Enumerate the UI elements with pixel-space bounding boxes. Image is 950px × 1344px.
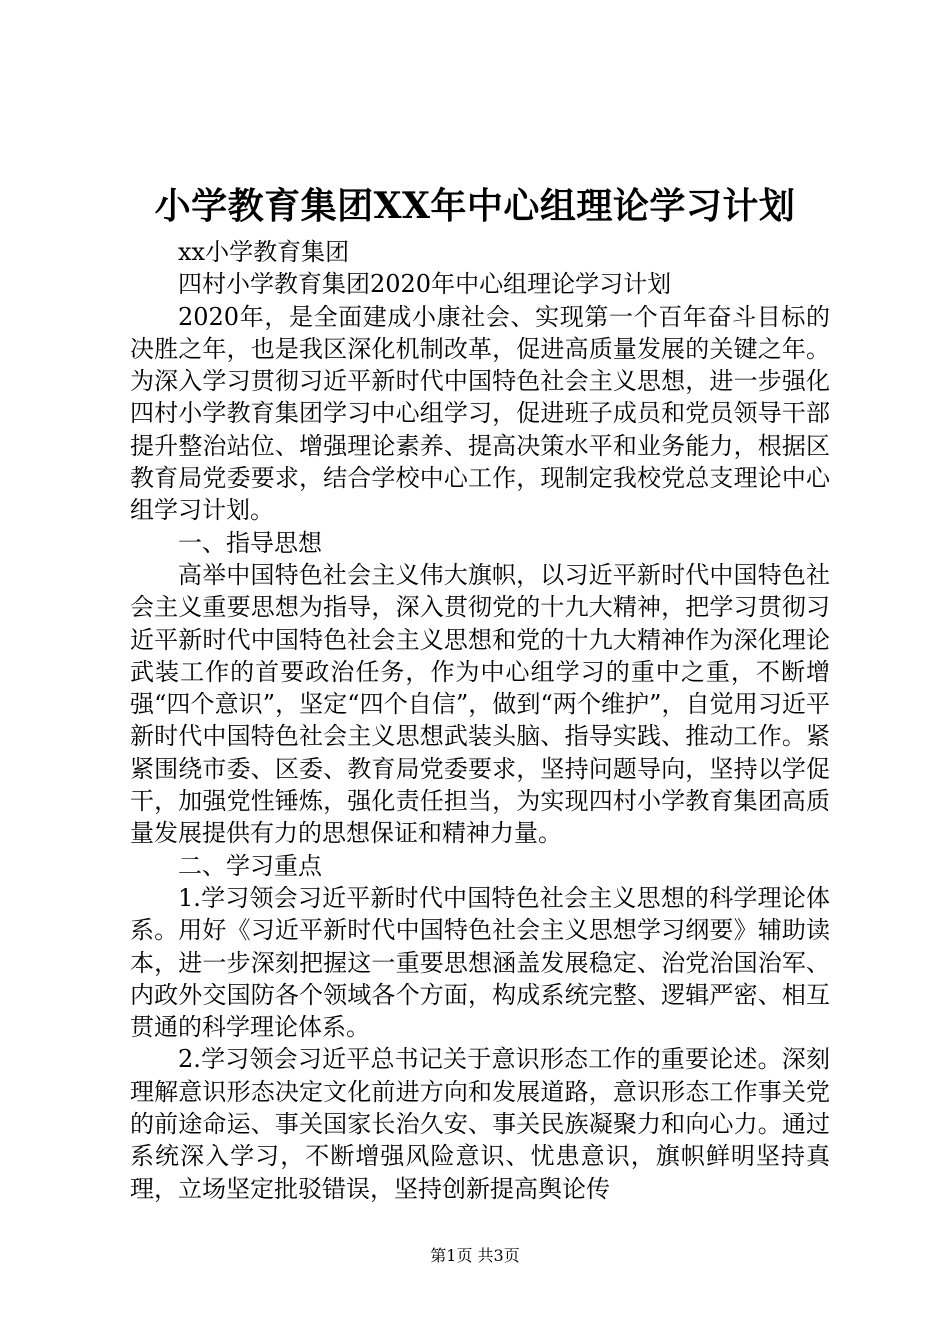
org-name-line: xx小学教育集团 [178, 238, 350, 266]
study-focus-item-1: 1.学习领会习近平新时代中国特色社会主义思想的科学理论体系。用好《习近平新时代中国特色社会主义思想学习纲要》辅助读本，进一步深刻把握这一重要思想涵盖发展稳定、治党治国治军、内政外交国防各个领域各个方面，构成系统完整、逻辑严密、相互贯通的科学理论体系。 [130, 883, 830, 1042]
document-title: 小学教育集团XX年中心组理论学习计划 [154, 185, 796, 227]
section-heading-1: 一、指导思想 [178, 528, 322, 557]
page-footer: 第1页 共3页 [430, 1246, 520, 1265]
section-heading-2: 二、学习重点 [178, 851, 322, 880]
document-body [130, 236, 830, 1205]
guiding-ideology-paragraph: 高举中国特色社会主义伟大旗帜，以习近平新时代中国特色社会主义重要思想为指导，深入贯彻党的十九大精神，把学习贯彻习近平新时代中国特色社会主义思想和党的十九大精神作为深化理论武装工作的首要政治任务，作为中心组学习的重中之重，不断增强“四个意识”，坚定“四个自信”，做到“两个维护”，自觉用习近平新时代中国特色社会主义思想武装头脑、指导实践、推动工作。紧紧围绕市委、区委、教育局党委要求，坚持问题导向，坚持以学促干，加强党性锤炼，强化责任担当，为实现四村小学教育集团高质量发展提供有力的思想保证和精神力量。 [130, 560, 830, 848]
study-focus-item-2: 2.学习领会习近平总书记关于意识形态工作的重要论述。深刻理解意识形态决定文化前进方向和发展道路，意识形态工作事关党的前途命运、事关国家长治久安、事关民族凝聚力和向心力。通过系统深入学习，不断增强风险意识、忧患意识，旗帜鲜明坚持真理，立场坚定批驳错误，坚持创新提高舆论传 [130, 1045, 830, 1203]
intro-paragraph: 2020年，是全面建成小康社会、实现第一个百年奋斗目标的决胜之年，也是我区深化机制改革，促进高质量发展的关键之年。为深入学习贯彻习近平新时代中国特色社会主义思想，进一步强化四村小学教育集团学习中心组学习，促进班子成员和党员领导干部提升整治站位、增强理论素养、提高决策水平和业务能力，根据区教育局党委要求，结合学校中心工作，现制定我校党总支理论中心组学习计划。 [130, 302, 830, 525]
subtitle-line: 四村小学教育集团2020年中心组理论学习计划 [178, 270, 672, 299]
